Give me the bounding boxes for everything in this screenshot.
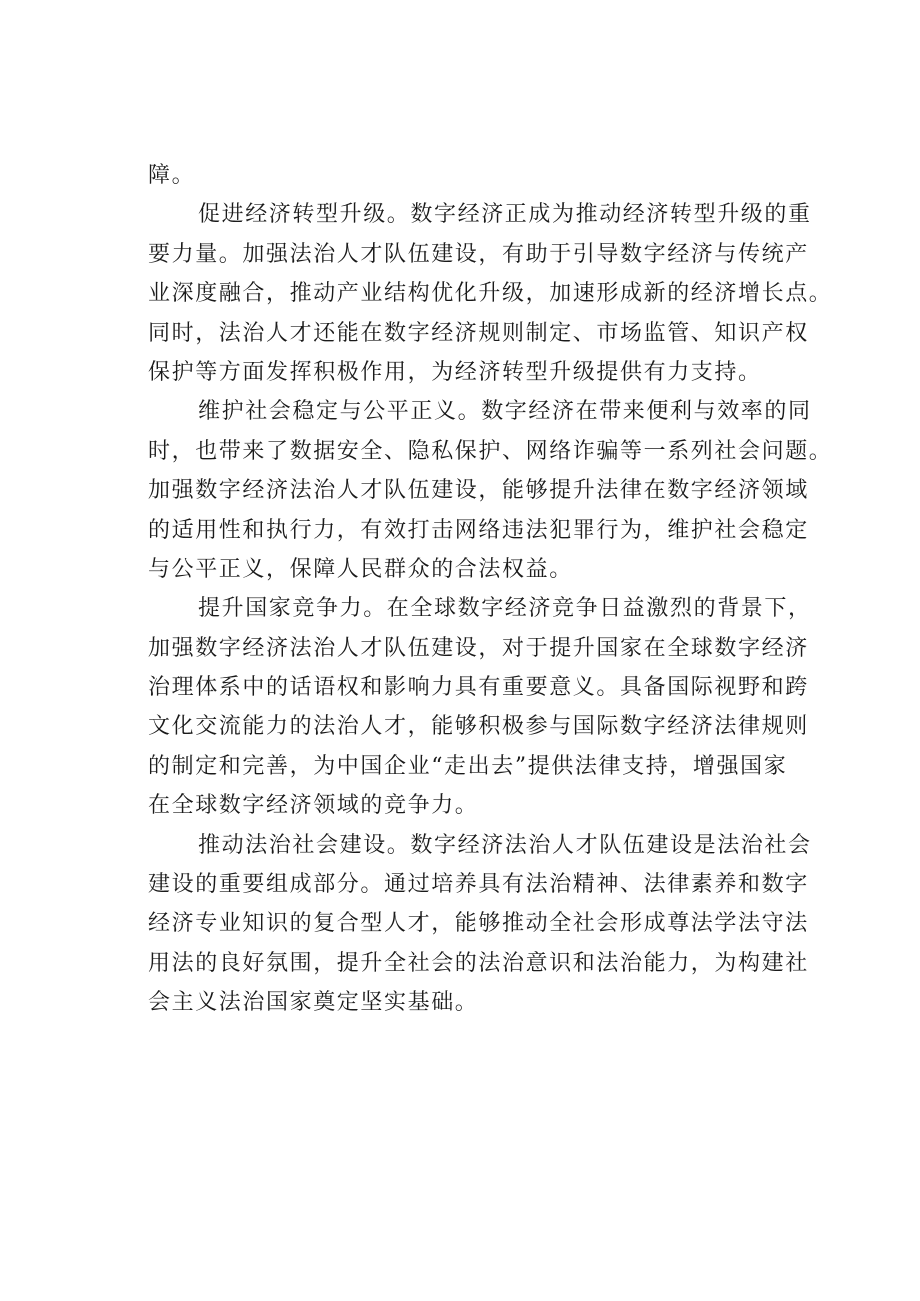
text-line: 提升国家竞争力。在全球数字经济竞争日益激烈的背景下， xyxy=(198,596,812,622)
text-line: 加强数字经济法治人才队伍建设，能够提升法律在数字经济领域 xyxy=(148,478,809,504)
body-text xyxy=(148,156,833,1023)
text-line: 的适用性和执行力，有效打击网络违法犯罪行为，维护社会稳定 xyxy=(148,517,809,543)
text-line: 的制定和完善，为中国企业“走出去”提供法律支持，增强国家 xyxy=(148,753,788,779)
text-line: 障。 xyxy=(148,163,196,188)
text-line: 推动法治社会建设。数字经济法治人才队伍建设是法治社会 xyxy=(198,832,812,858)
text-line: 文化交流能力的法治人才，能够积极参与国际数字经济法律规则 xyxy=(148,714,809,740)
text-line: 保护等方面发挥积极作用，为经济转型升级提供有力支持。 xyxy=(148,359,762,385)
text-line: 用法的良好氛围，提升全社会的法治意识和法治能力，为构建社 xyxy=(148,950,809,976)
text-line: 加强数字经济法治人才队伍建设，对于提升国家在全球数字经济 xyxy=(148,635,809,661)
text-line: 同时，法治人才还能在数字经济规则制定、市场监管、知识产权 xyxy=(148,320,809,346)
text-line: 促进经济转型升级。数字经济正成为推动经济转型升级的重 xyxy=(198,202,812,228)
text-line: 要力量。加强法治人才队伍建设，有助于引导数字经济与传统产 xyxy=(148,241,809,267)
paragraph-national-competitiveness xyxy=(148,589,812,825)
paragraph-economic-transformation xyxy=(148,195,833,392)
text-line: 建设的重要组成部分。通过培养具有法治精神、法律素养和数字 xyxy=(148,872,809,898)
text-line: 在全球数字经济领域的竞争力。 xyxy=(148,793,479,819)
paragraph-rule-of-law-society xyxy=(148,826,812,1023)
paragraph-continuation xyxy=(148,156,802,195)
text-line: 治理体系中的话语权和影响力具有重要意义。具备国际视野和跨 xyxy=(148,675,809,701)
text-line: 业深度融合，推动产业结构优化升级，加速形成新的经济增长点。 xyxy=(148,281,833,307)
text-line: 维护社会稳定与公平正义。数字经济在带来便利与效率的同 xyxy=(198,399,812,425)
text-line: 经济专业知识的复合型人才，能够推动全社会形成尊法学法守法 xyxy=(148,911,809,937)
text-line: 与公平正义，保障人民群众的合法权益。 xyxy=(148,556,573,582)
text-line: 会主义法治国家奠定坚实基础。 xyxy=(148,990,479,1016)
paragraph-social-stability xyxy=(148,392,833,589)
text-line: 时，也带来了数据安全、隐私保护、网络诈骗等一系列社会问题。 xyxy=(148,438,833,464)
